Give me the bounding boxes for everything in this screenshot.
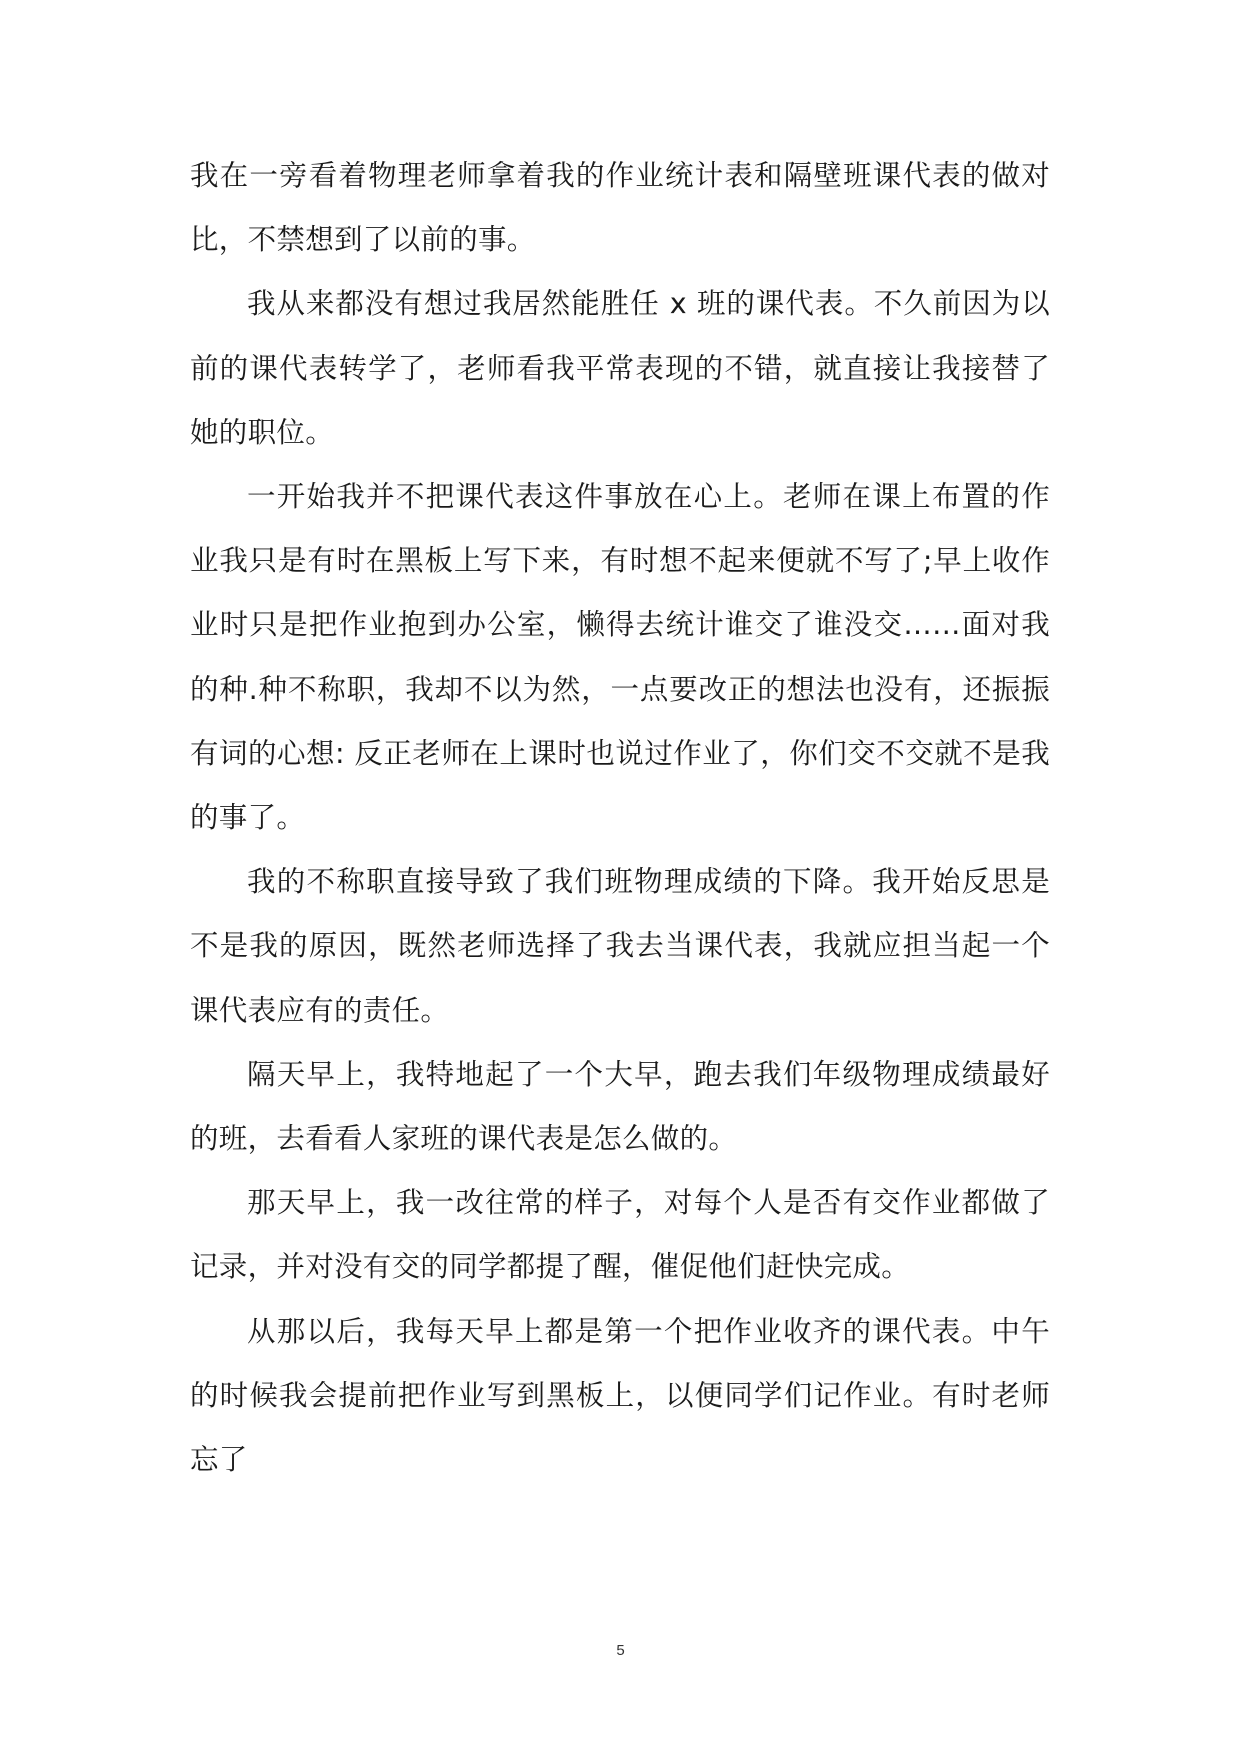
- paragraph-2: 我从来都没有想过我居然能胜任 x 班的课代表。不久前因为以前的课代表转学了，老师看我平常表现的不错，就直接让我接替了她的职位。: [190, 287, 1050, 449]
- paragraph-6: 那天早上，我一改往常的样子，对每个人是否有交作业都做了记录，并对没有交的同学都提了醒，催促他们赶快完成。: [190, 1186, 1050, 1284]
- paragraph-5: 隔天早上，我特地起了一个大早，跑去我们年级物理成绩最好的班，去看看人家班的课代表是怎么做的。: [190, 1057, 1050, 1156]
- paragraph-7: 从那以后，我每天早上都是第一个把作业收齐的课代表。中午的时候我会提前把作业写到黑板上，以便同学们记作业。有时老师忘了: [190, 1314, 1050, 1477]
- paragraph-3: 一开始我并不把课代表这件事放在心上。老师在课上布置的作业我只是有时在黑板上写下来，有时想不起来便就不写了;早上收作业时只是把作业抱到办公室，懒得去统计谁交了谁没交……面对我的种.种不称职，我却不以为然，一点要改正的想法也没有，还振振有词的心想: 反正老师在上课时也说过作业了，你们交不交就不是我的事了。: [190, 480, 1050, 835]
- paragraph-4: 我的不称职直接导致了我们班物理成绩的下降。我开始反思是不是我的原因，既然老师选择了我去当课代表，我就应担当起一个课代表应有的责任。: [190, 865, 1050, 1027]
- page-number: 5: [616, 1642, 625, 1659]
- paragraph-1: 我在一旁看着物理老师拿着我的作业统计表和隔壁班课代表的做对比，不禁想到了以前的事。: [190, 159, 1050, 257]
- document-body: [190, 144, 1050, 1492]
